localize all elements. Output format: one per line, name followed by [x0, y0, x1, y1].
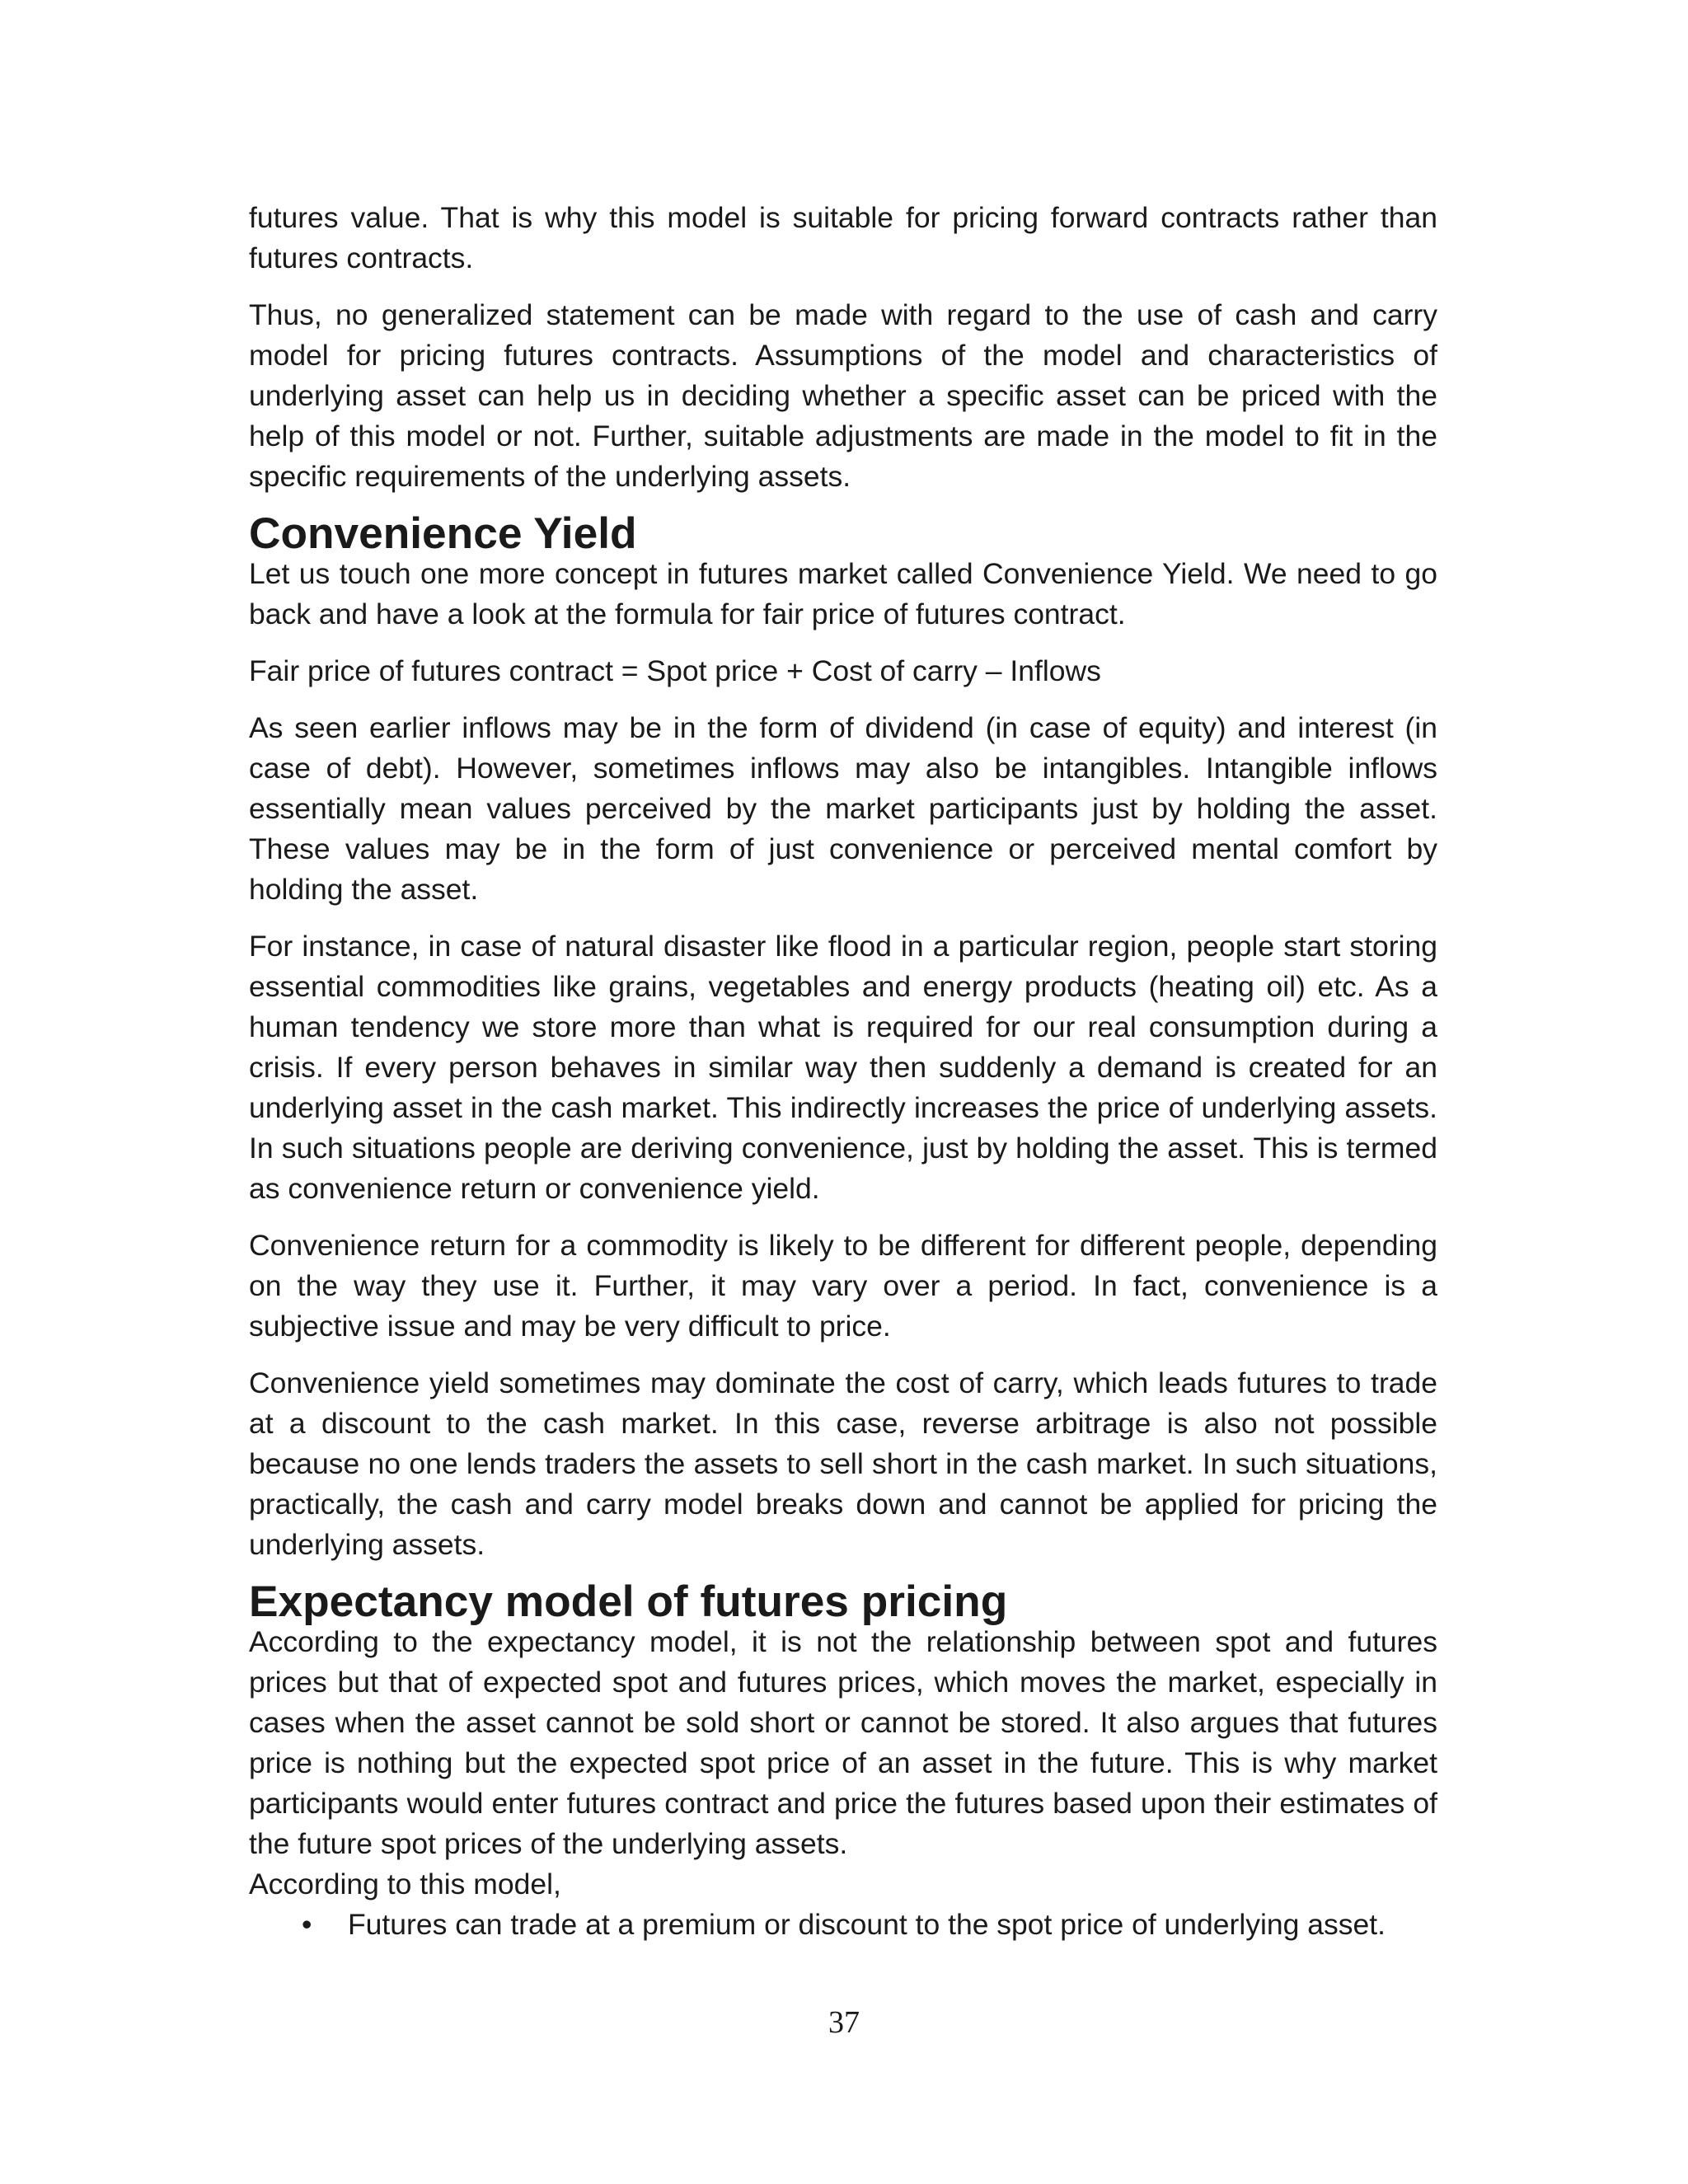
bullet-text: Futures can trade at a premium or discount to the spot price of underlying asset. — [348, 1908, 1386, 1941]
paragraph-no-generalized-statement: Thus, no generalized statement can be made with regard to the use of cash and carry model for pricing futures contracts. Assumptions of the model and characteristics of underlying asset can help us in deciding whether a specific asset can be priced with the help of this model or not. Further, suitable adjustments are made in the model to fit in the specific requirements of the underlying assets. — [249, 298, 1437, 493]
expectancy-bullet-list — [249, 1905, 1437, 1945]
page-body — [249, 198, 1437, 1945]
fair-price-formula: Fair price of futures contract = Spot price + Cost of carry – Inflows — [249, 654, 1101, 687]
heading-expectancy-model: Expectancy model of futures pricing — [249, 1577, 1008, 1626]
paragraph-expectancy-model: According to the expectancy model, it is not the relationship between spot and futures prices but that of expected spot and futures prices, which moves the market, especially in cases when the asset cannot be sold short or cannot be stored. It also argues that futures price is nothing but the expected spot price of an asset in the future. This is why market participants would enter futures contract and price the futures based upon their estimates of the future spot prices of the underlying assets. — [249, 1625, 1437, 1860]
paragraph-convenience-return: Convenience return for a commodity is likely to be different for different people, depending on the way they use it. Further, it may vary over a period. In fact, convenience is a subjective issue and may be very difficult to price. — [249, 1229, 1437, 1343]
paragraph-intangible-inflows: As seen earlier inflows may be in the form of dividend (in case of equity) and interest (in case of debt). However, sometimes inflows may also be intangibles. Intangible inflows essentially mean values perceived by the market participants just by holding the asset. These values may be in the form of just convenience or perceived mental comfort by holding the asset. — [249, 711, 1437, 906]
paragraph-convenience-dominates: Convenience yield sometimes may dominate the cost of carry, which leads futures to trade at a discount to the cash market. In this case, reverse arbitrage is also not possible because no one lends traders the assets to sell short in the cash market. In such situations, practically, the cash and carry model breaks down and cannot be applied for pricing the underlying assets. — [249, 1366, 1437, 1561]
paragraph-natural-disaster: For instance, in case of natural disaster like flood in a particular region, people start storing essential commodities like grains, vegetables and energy products (heating oil) etc. As a human tendency we store more than what is required for our real consumption during a crisis. If every person behaves in similar way then suddenly a demand is created for an underlying asset in the cash market. This indirectly increases the price of underlying assets. In such situations people are deriving convenience, just by holding the asset. This is termed as convenience return or convenience yield. — [249, 930, 1437, 1205]
heading-convenience-yield: Convenience Yield — [249, 509, 637, 558]
page-number: 37 — [828, 2005, 860, 2040]
paragraph-convenience-intro: Let us touch one more concept in futures market called Convenience Yield. We need to go back and have a look at the formula for fair price of futures contract. — [249, 557, 1437, 630]
list-item — [249, 1905, 1437, 1945]
paragraph-according-to-model: According to this model, — [249, 1868, 561, 1900]
paragraph-futures-value: futures value. That is why this model is suitable for pricing forward contracts rather than futures contracts. — [249, 201, 1437, 274]
bullet-icon: • — [302, 1908, 312, 1941]
